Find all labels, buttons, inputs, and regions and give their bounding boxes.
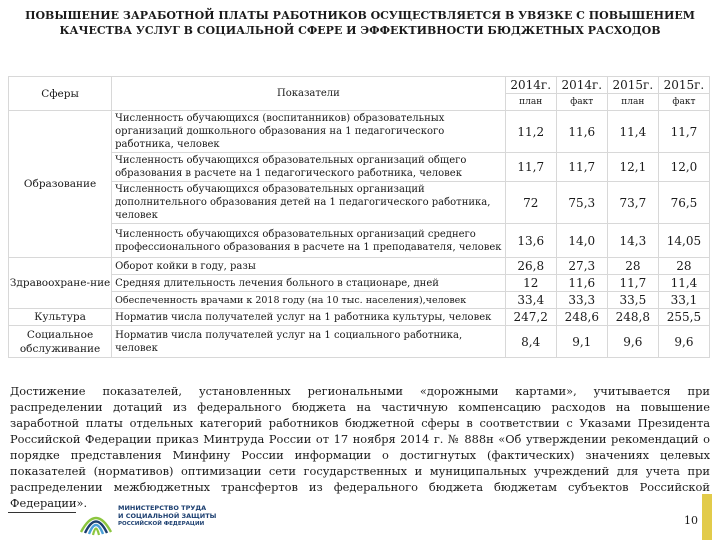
value-cell: 11,7 bbox=[556, 153, 607, 182]
logo-line: МИНИСТЕРСТВО ТРУДА bbox=[118, 504, 207, 512]
indicator-label: Численность обучающихся образовательных организаций дополнительного образования детей на 1 педагогического работника, человек bbox=[112, 182, 506, 224]
value-cell: 28 bbox=[607, 258, 658, 275]
page-title: ПОВЫШЕНИЕ ЗАРАБОТНОЙ ПЛАТЫ РАБОТНИКОВ ОСУЩЕСТВЛЯЕТСЯ В УВЯЗКЕ С ПОВЫШЕНИЕМ КАЧЕСТВА УСЛУГ В СОЦИАЛЬНОЙ СФЕРЕ И ЭФФЕКТИВНОСТИ БЮДЖЕТНЫХ РАСХОДОВ bbox=[25, 9, 695, 37]
indicator-label: Обеспеченность врачами к 2018 году (на 10 тыс. населения),человек bbox=[112, 292, 506, 309]
table-row bbox=[9, 111, 710, 153]
value-cell: 11,7 bbox=[607, 275, 658, 292]
sphere-education: Образование bbox=[9, 111, 112, 258]
indicator-label: Численность обучающихся образовательных организаций общего образования в расчете на 1 педагогического работника, человек bbox=[112, 153, 506, 182]
value-cell: 8,4 bbox=[505, 326, 556, 358]
value-cell: 9,1 bbox=[556, 326, 607, 358]
header-kind: факт bbox=[658, 94, 709, 111]
value-cell: 11,2 bbox=[505, 111, 556, 153]
header-year: 2015г. bbox=[607, 77, 658, 94]
table-header-row bbox=[9, 77, 710, 94]
value-cell: 247,2 bbox=[505, 309, 556, 326]
value-cell: 255,5 bbox=[658, 309, 709, 326]
value-cell: 11,6 bbox=[556, 275, 607, 292]
header-year: 2015г. bbox=[658, 77, 709, 94]
table-row bbox=[9, 309, 710, 326]
value-cell: 33,3 bbox=[556, 292, 607, 309]
value-cell: 13,6 bbox=[505, 224, 556, 258]
sphere-culture: Культура bbox=[9, 309, 112, 326]
table-row bbox=[9, 275, 710, 292]
value-cell: 12,0 bbox=[658, 153, 709, 182]
indicator-label: Норматив числа получателей услуг на 1 социального работника, человек bbox=[112, 326, 506, 358]
table-row bbox=[9, 224, 710, 258]
header-sphere: Сферы bbox=[9, 77, 112, 111]
table-row bbox=[9, 153, 710, 182]
header-year: 2014г. bbox=[505, 77, 556, 94]
table-row bbox=[9, 182, 710, 224]
value-cell: 14,0 bbox=[556, 224, 607, 258]
value-cell: 248,6 bbox=[556, 309, 607, 326]
value-cell: 12 bbox=[505, 275, 556, 292]
sphere-social: Социальное обслуживание bbox=[9, 326, 112, 358]
value-cell: 11,6 bbox=[556, 111, 607, 153]
value-cell: 14,05 bbox=[658, 224, 709, 258]
header-year: 2014г. bbox=[556, 77, 607, 94]
value-cell: 33,1 bbox=[658, 292, 709, 309]
body-paragraph: Достижение показателей, установленных региональными «дорожными картами», учитывается при распределении дотаций из федерального бюджета на частичную компенсацию расходов на повышение заработной платы отдельных категорий работников бюджетной сферы в соответствии с Указами Президента Российской Федерации приказ Минтруда России от 17 ноября 2014 г. № 888н «Об утверждении рекомендаций о порядке представления Минфину России информации о достигнутых (фактических) значениях целевых показателей (нормативов) оптимизации сети государственных и муниципальных учреждений для учета при распределении межбюджетных трансфертов из федерального бюджета бюджетам субъектов Российской Федерации». bbox=[10, 384, 710, 510]
logo-line: РОССИЙСКОЙ ФЕДЕРАЦИИ bbox=[118, 521, 205, 527]
indicator-label: Численность обучающихся (воспитанников) образовательных организаций дошкольного образования на 1 педагогического работника, человек bbox=[112, 111, 506, 153]
value-cell: 11,4 bbox=[658, 275, 709, 292]
value-cell: 33,4 bbox=[505, 292, 556, 309]
logo-line: И СОЦИАЛЬНОЙ ЗАЩИТЫ bbox=[118, 512, 217, 520]
header-indicators: Показатели bbox=[112, 77, 506, 111]
indicator-label: Оборот койки в году, разы bbox=[112, 258, 506, 275]
value-cell: 11,4 bbox=[607, 111, 658, 153]
header-kind: факт bbox=[556, 94, 607, 111]
table-row bbox=[9, 292, 710, 309]
table-row bbox=[9, 326, 710, 358]
value-cell: 248,8 bbox=[607, 309, 658, 326]
value-cell: 27,3 bbox=[556, 258, 607, 275]
value-cell: 28 bbox=[658, 258, 709, 275]
value-cell: 33,5 bbox=[607, 292, 658, 309]
footer-divider bbox=[8, 512, 76, 513]
value-cell: 75,3 bbox=[556, 182, 607, 224]
value-cell: 72 bbox=[505, 182, 556, 224]
indicator-label: Средняя длительность лечения больного в стационаре, дней bbox=[112, 275, 506, 292]
header-kind: план bbox=[607, 94, 658, 111]
accent-bar bbox=[702, 494, 712, 540]
value-cell: 11,7 bbox=[505, 153, 556, 182]
indicators-table bbox=[8, 76, 710, 358]
page-number: 10 bbox=[684, 514, 698, 527]
header-kind: план bbox=[505, 94, 556, 111]
value-cell: 26,8 bbox=[505, 258, 556, 275]
value-cell: 9,6 bbox=[607, 326, 658, 358]
value-cell: 73,7 bbox=[607, 182, 658, 224]
ministry-logo-icon bbox=[78, 502, 114, 536]
indicator-label: Норматив числа получателей услуг на 1 работника культуры, человек bbox=[112, 309, 506, 326]
value-cell: 14,3 bbox=[607, 224, 658, 258]
table-row bbox=[9, 258, 710, 275]
value-cell: 9,6 bbox=[658, 326, 709, 358]
value-cell: 76,5 bbox=[658, 182, 709, 224]
sphere-health: Здравоохране-ние bbox=[9, 258, 112, 309]
value-cell: 12,1 bbox=[607, 153, 658, 182]
value-cell: 11,7 bbox=[658, 111, 709, 153]
ministry-logo-text bbox=[118, 504, 228, 528]
indicator-label: Численность обучающихся образовательных организаций среднего профессионального образования в расчете на 1 преподавателя, человек bbox=[112, 224, 506, 258]
